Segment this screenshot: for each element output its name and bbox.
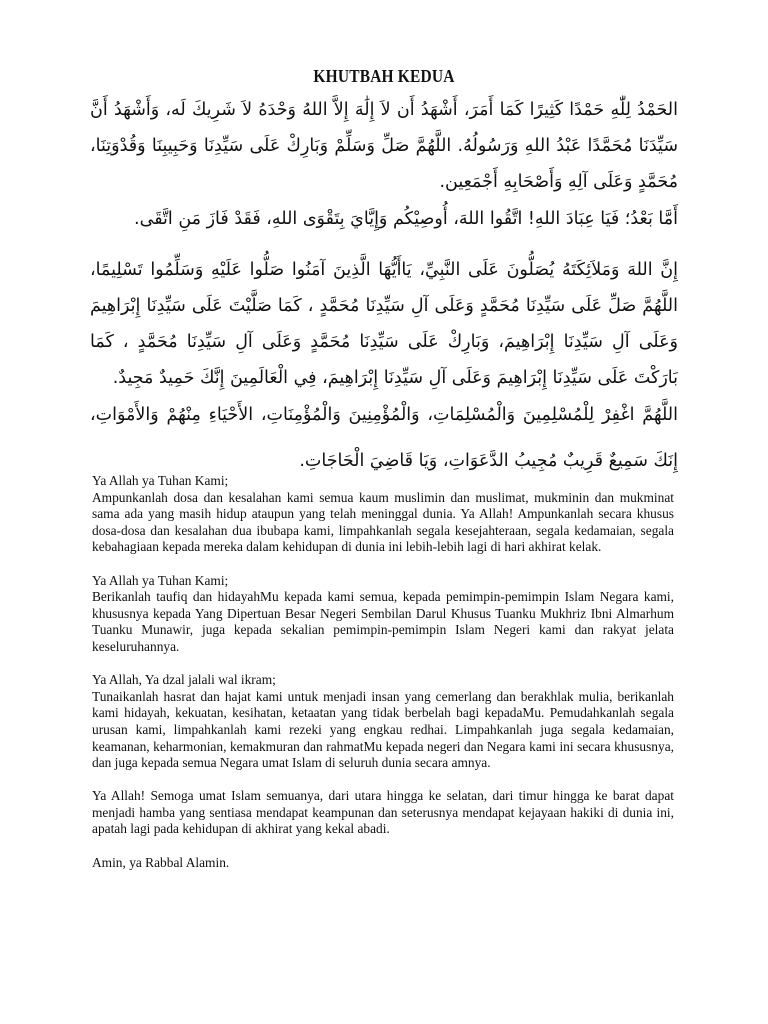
document-title: KHUTBAH KEDUA: [313, 66, 455, 86]
paragraph-spacer: [92, 556, 674, 573]
section-1-heading: Ya Allah ya Tuhan Kami;: [92, 473, 229, 488]
section-3-heading: Ya Allah, Ya dzal jalali wal ikram;: [92, 672, 276, 688]
section-3-body: Tunaikanlah hasrat dan hajat kami untuk menjadi insan yang cemerlang dan berakhlak mulia, berikanlah kami hidayah, kekuatan, kesihatan, ketaatan yang tidak berbelah bagi kepadaMu. Pemudahkanlah segala urusan kami, limpahkanlah kami rezeki yang engkau redhai. Limpahkanlah juga segala kedamaian, keamanan, keharmonian, kemakmuran dan rahmatMu kepada negeri dan Negara kami ini secara khususnya, dan juga kepada semua Negara umat Islam di seluruh dunia secara amnya.: [92, 688, 674, 771]
paragraph-spacer: [92, 838, 674, 855]
arabic-paragraph-salawat: إِنَّ اللهَ وَمَلاَئِكَتَهُ يُصَلُّونَ عَلَى النَّبِيِّ، يَاأَيُّهَا الَّذِينَ آمَنُوا صَلُّوا عَلَيْهِ وَسَلِّمُوا تَسْلِيمًا، اللَّهُمَّ صَلِّ عَلَى سَيِّدِنَا مُحَمَّدٍ وَعَلَى آلِ سَيِّدِنَا مُحَمَّدٍ ، كَمَا صَلَّيْتَ عَلَى سَيِّدِنَا إِبْرَاهِيمَ وَعَلَى آلِ سَيِّدِنَا إِبْرَاهِيمَ، وَبَارِكْ عَلَى سَيِّدِنَا مُحَمَّدٍ وَعَلَى آلِ سَيِّدِنَا مُحَمَّدٍ ، كَمَا بَارَكْتَ عَلَى سَيِّدِنَا إِبْرَاهِيمَ وَعَلَى آلِ سَيِّدِنَا إِبْرَاهِيمَ، فِي الْعَالَمِينَ إِنَّكَ حَمِيدٌ مَجِيدٌ.: [90, 260, 678, 388]
arabic-paragraph-amma-badu: أَمَّا بَعْدُ؛ فَيَا عِبَادَ اللهِ! اتَّقُوا اللهَ، أُوصِيْكُم وَإِيَّايَ بِتَقْوَى اللهِ، فَقَدْ فَازَ مَنِ اتَّقَى.: [134, 209, 678, 229]
paragraph-spacer: [92, 656, 674, 673]
arabic-paragraph-doa: اللَّهُمَّ اغْفِرْ لِلْمُسْلِمِينَ وَالْمُسْلِمَاتِ، وَالْمُؤْمِنِينَ وَالْمُؤْمِنَاتِ، الأَحْيَاءِ مِنْهُمْ وَالأَمْوَاتِ، إِنَكَ سَمِيعٌ قَرِيبٌ مُجِيبُ الدَّعَوَاتِ، وَيَا قَاضِيَ الْحَاجَاتِ.: [90, 405, 678, 471]
section-1-body: Ampunkanlah dosa dan kesalahan kami semua kaum muslimin dan muslimat, mukminin dan mukminat sama ada yang masih hidup ataupun yang telah meninggal dunia. Ya Allah! Ampunkanlah secara khusus dosa-dosa dan kesalahan dua ibubapa kami, limpahkanlah segala kesejahteraan, segala kedamaian, segala kebahagiaan kepada mereka dalam kehidupan di dunia ini lebih-lebih lagi di hari akhirat kelak.: [92, 489, 674, 555]
paragraph-spacer: [92, 772, 674, 789]
section-2-heading: Ya Allah ya Tuhan Kami;: [92, 572, 229, 588]
arabic-paragraph-opening: الحَمْدُ لِلّٰهِ حَمْدًا كَثِيرًا كَمَا أَمَرَ، أَشْهَدُ أَن لاَ إِلَٰهَ إِلاَّ اللهُ وَحْدَهُ لاَ شَرِيكَ لَه، وَأَشْهَدُ أَنَّ سَيِّدَنَا مُحَمَّدًا عَبْدُ اللهِ وَرَسُولُهُ. اللَّهُمَّ صَلِّ وَسَلِّمْ وَبَارِكْ عَلَى سَيِّدِنَا وَحَبِيبِنَا وَقُدْوَتِنَا، مُحَمَّدٍ وَعَلَى آلِهِ وَأَصْحَابِهِ أَجْمَعِين.: [90, 100, 678, 192]
section-4-body: Ya Allah! Semoga umat Islam semuanya, dari utara hingga ke selatan, dari timur hingga ke barat dapat menjadi hamba yang sentiasa mendapat keampunan dan seterusnya mendapat kejayaan hakiki di dunia ini, apatah lagi pada kehidupan di akhirat yang kekal abadi.: [92, 788, 674, 837]
malay-translation: [92, 473, 674, 871]
section-2-body: Berikanlah taufiq dan hidayahMu kepada kami semua, kepada pemimpin-pemimpin Islam Negara kami, khususnya kepada Yang Dipertuan Besar Negeri Sembilan Darul Khusus Tuanku Mukhriz Ibni Almarhum Tuanku Munawir, juga kepada sekalian pemimpin-pemimpin Islam Negeri kami dan rakyat jelata keseluruhannya.: [92, 589, 674, 654]
closing-line: Amin, ya Rabbal Alamin.: [92, 854, 230, 870]
